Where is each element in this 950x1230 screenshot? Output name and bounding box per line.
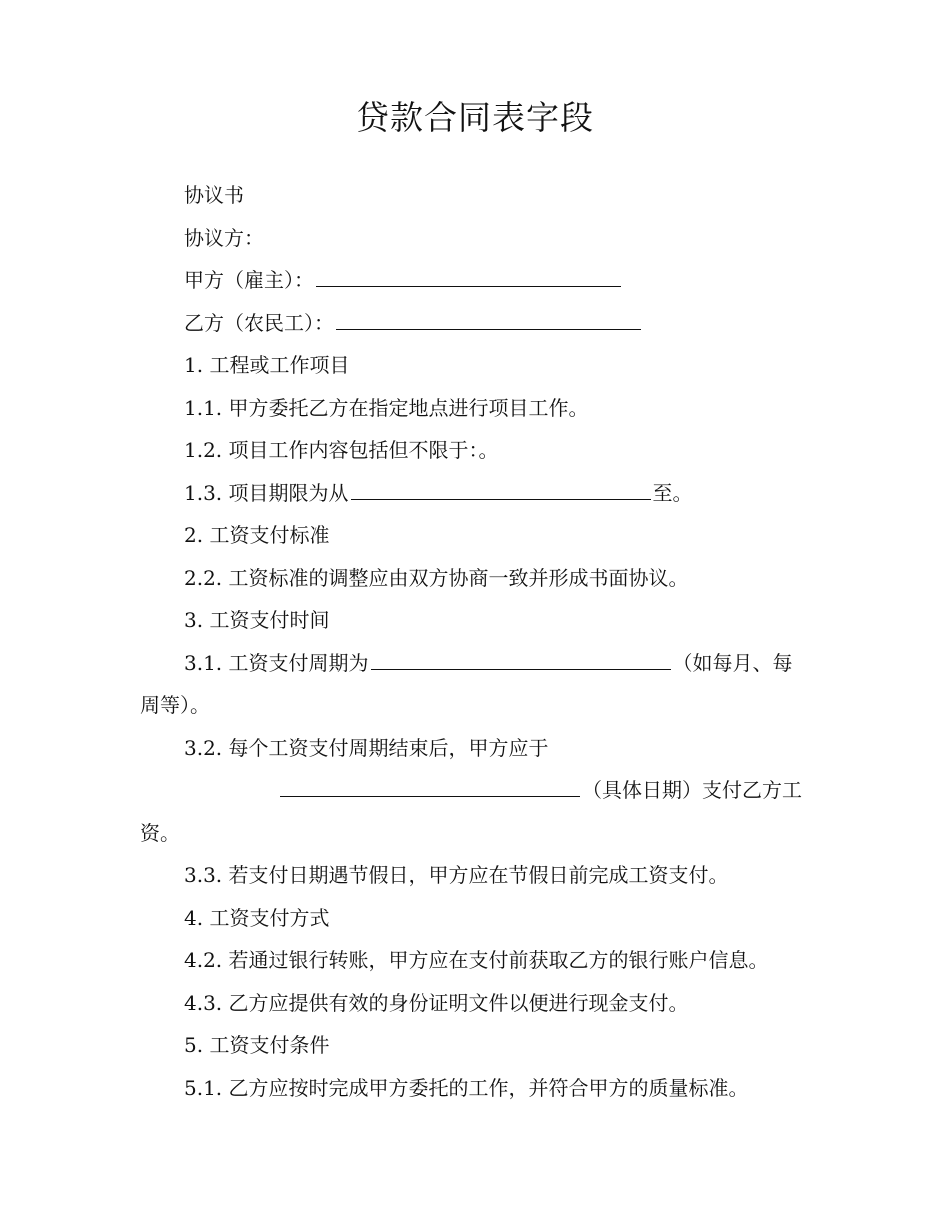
line-section-1: 1. 工程或工作项目 (184, 353, 350, 377)
period-blank[interactable] (351, 481, 651, 500)
document-body (140, 174, 810, 1109)
pay-cycle-blank[interactable] (371, 651, 671, 670)
line-section-3: 3. 工资支付时间 (184, 608, 330, 632)
line-5-1: 5.1. 乙方应按时完成甲方委托的工作，并符合甲方的质量标准。 (184, 1075, 749, 1100)
party-b-label: 乙方（农民工）： (184, 310, 334, 335)
line-section-4: 4. 工资支付方式 (184, 905, 330, 930)
line-section-5: 5. 工资支付条件 (184, 1033, 330, 1057)
line-2-2: 2.2. 工资标准的调整应由双方协商一致并形成书面协议。 (184, 565, 689, 590)
line-4-3: 4.3. 乙方应提供有效的身份证明文件以便进行现金支付。 (184, 990, 689, 1015)
line-party-b (140, 302, 810, 345)
line-4-2: 4.2. 若通过银行转账，甲方应在支付前获取乙方的银行账户信息。 (184, 948, 769, 972)
party-b-blank[interactable] (336, 311, 641, 330)
line-agreement: 协议书 (184, 183, 244, 207)
line-3-2: 3.2. 每个工资支付周期结束后，甲方应于（具体日期）支付乙方工资。 (140, 735, 802, 845)
line-parties: 协议方： (184, 225, 264, 250)
line-3-1: 3.1. 工资支付周期为 （如每月、每周等）。 (140, 650, 793, 717)
line-section-2: 2. 工资支付标准 (184, 523, 330, 547)
line-1-2: 1.2. 项目工作内容包括但不限于：。 (184, 438, 499, 462)
line-1-1: 1.1. 甲方委托乙方在指定地点进行项目工作。 (184, 395, 589, 420)
party-a-label: 甲方（雇主）： (184, 268, 314, 292)
pay-date-blank[interactable] (280, 778, 580, 797)
document-title: 贷款合同表字段 (356, 98, 594, 137)
line-3-3: 3.3. 若支付日期遇节假日，甲方应在节假日前完成工资支付。 (184, 863, 729, 887)
party-a-blank[interactable] (316, 268, 621, 287)
line-1-3: 1.3. 项目期限为从 至。 (184, 480, 693, 505)
line-party-a (140, 259, 810, 302)
